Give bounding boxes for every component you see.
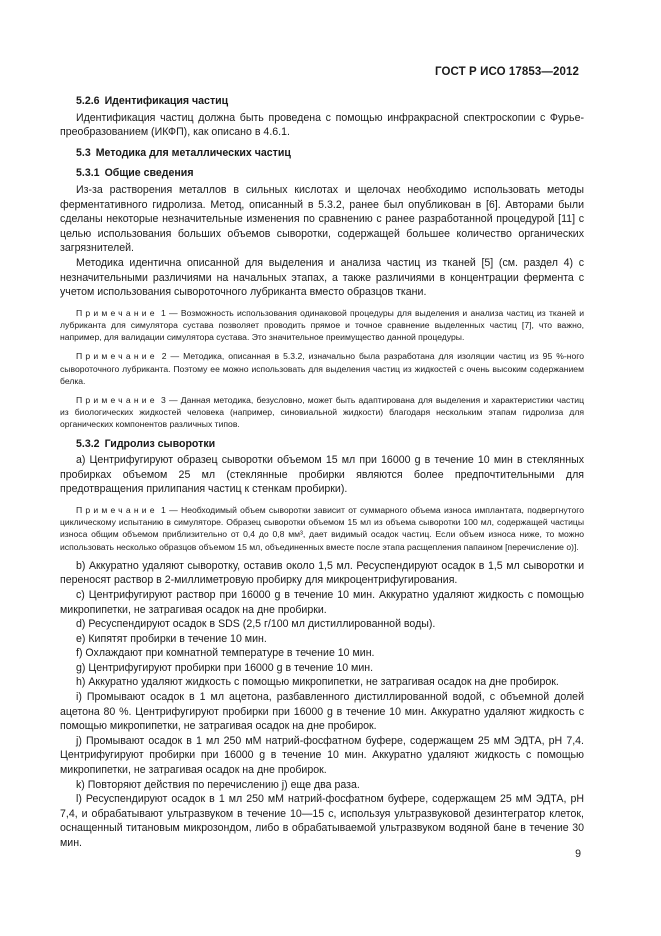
list-item-k: k) Повторяют действия по перечислению j) еще два раза. (76, 778, 360, 791)
page-content (60, 94, 584, 851)
list-item-c: с) Центрифугируют раствор при 16000 g в течение 10 мин. Аккуратно удаляют жидкость с помощью микропипетки, не затрагивая осадок на дне пробирки. (60, 588, 584, 616)
heading-title: Общие сведения (104, 167, 194, 180)
paragraph-5-3-1-b: Методика идентична описанной для выделения и анализа частиц из тканей [5] (см. раздел 4) с незначительными различиями на начальных этапах, а также различиями в концентрации фермента с учетом использования сывороточного лубриканта вместо образцов ткани. (60, 256, 584, 299)
note-text: 2 — Методика, описанная в 5.3.2, изначально была разработана для изоляции частиц из 95 %-ного сывороточного лубриканта. Поэтому ее можно использовать для выделения частиц из жидкостей с очень высоким содержанием белка. (60, 351, 584, 386)
note-text: 3 — Данная методика, безусловно, может быть адаптирована для выделения и характеристики частиц из биологических жидкостей человека (например, синовиальной жидкости) благодаря нескольким этапам гидролиза для органических компонентов различных типов. (60, 394, 584, 430)
heading-5-3-1 (60, 166, 584, 181)
list-item-h: h) Аккуратно удаляют жидкость с помощью микропипетки, не затрагивая осадок на дне пробирок. (76, 676, 559, 689)
paragraph-5-3-1-a: Из-за растворения металлов в сильных кислотах и щелочах необходимо использовать методы ферментативного гидролиза. Метод, описанный в 5.3.2, ранее был опубликован в [6]. Авторами были сделаны некоторые незначительные изменения по сравнению с ранее разработанной процедурой [11] с целью использования больших объемов сыворотки, содержащей большее количество органических загрязнителей. (60, 183, 584, 255)
document-id: ГОСТ Р ИСО 17853—2012 (434, 66, 579, 78)
paragraph-5-2-6: Идентификация частиц должна быть проведена с помощью инфракрасной спектроскопии с Фурье-преобразованием (ИКФП), как описано в 4.6.1. (60, 111, 584, 139)
heading-5-2-6 (60, 94, 584, 109)
list-item-e: е) Кипятят пробирки в течение 10 мин. (76, 632, 267, 645)
list-item-d: d) Ресуспендируют осадок в SDS (2,5 г/100 мл дистиллированной воды). (76, 618, 436, 631)
note-text: 1 — Необходимый объем сыворотки зависит от суммарного объема износа имплантата, подвергнутого циклическому испытанию в симуляторе. Образец сыворотки объемом 15 мл из объема сыворотки 100 мл, содержащей частицы износа общим объемом приблизительно от 0,4 до 0,8 мм³, дает видимый осадок частиц. Если объем износа ниже, то можно использовать несколько образцов объемом 15 мл, объединенных вместе после этапа расщепления папаином [перечисление о)]. (60, 504, 585, 552)
note-label: Примечание (76, 394, 158, 405)
note-text: 1 — Возможность использования одинаковой процедуры для выделения и анализа частиц из тканей и лубриканта для симулятора сустава позволяет проводить прямое и точное сравнение выделенных частиц [7], что важно, например, для валидации симулятора сустава. Это значительное преимущество данной процедуры. (60, 307, 584, 343)
list-item-f: f) Охлаждают при комнатной температуре в течение 10 мин. (76, 647, 375, 660)
list-item-b: b) Аккуратно удаляют сыворотку, оставив около 1,5 мл. Ресуспендируют осадок в 1,5 мл сыворотки и переносят раствор в 2-миллиметровую пробирку для микроцентрифугирования. (60, 559, 584, 587)
heading-number: 5.2.6 (76, 95, 100, 107)
note-1 (60, 307, 584, 344)
heading-number: 5.3.2 (76, 437, 100, 450)
page-number: 9 (575, 848, 581, 860)
note-label: Примечание (76, 504, 158, 515)
list-item-g: g) Центрифугируют пробирки при 16000 g в течение 10 мин. (76, 661, 374, 674)
list-item-i: i) Промывают осадок в 1 мл ацетона, разбавленного дистиллированной водой, с объемной долей ацетона 80 %. Центрифугируют пробирки при 16000 g в течение 10 мин. Аккуратно удаляют жидкость с помощью микропипетки, не затрагивая осадок на дне пробирок. (60, 691, 584, 733)
heading-title: Гидролиз сыворотки (104, 437, 216, 450)
note-label: Примечание (76, 307, 158, 318)
note-3 (60, 394, 584, 431)
list-item-l: l) Ресуспендируют осадок в 1 мл 250 мМ натрий-фосфатном буфере, содержащем 25 мМ ЭДТА, pH 7,4, и обрабатывают ультразвуком в течение 10—15 с, используя ультразвуковой дезинтегратор клеток, оснащенный титановым микрозондом, либо в обрабатываемой ультразвуком водяной бане в течение 30 мин. (60, 793, 584, 850)
heading-5-3-2 (60, 437, 584, 452)
list-item-j: j) Промывают осадок в 1 мл 250 мМ натрий-фосфатном буфере, содержащем 25 мМ ЭДТА, pH 7,4. Центрифугируют пробирки при 16000 g в течение 10 мин. Аккуратно удаляют жидкость с помощью микропипетки, не затрагивая осадок на дне пробирок. (60, 734, 584, 777)
heading-title: Методика для металлических частиц (95, 146, 291, 159)
heading-5-3 (60, 146, 584, 161)
note-label: Примечание (76, 351, 158, 362)
heading-title: Идентификация частиц (104, 95, 229, 107)
heading-number: 5.3.1 (76, 167, 100, 180)
note-5-3-2-1 (60, 504, 584, 553)
heading-number: 5.3 (76, 146, 91, 159)
list-item-a: а) Центрифугируют образец сыворотки объемом 15 мл при 16000 g в течение 10 мин в стеклянных пробирках объемом 25 мл (стеклянные пробирки являются более предпочтительными для предотвращения прилипания частиц к стенкам пробирки). (60, 454, 584, 496)
note-2 (60, 350, 584, 387)
